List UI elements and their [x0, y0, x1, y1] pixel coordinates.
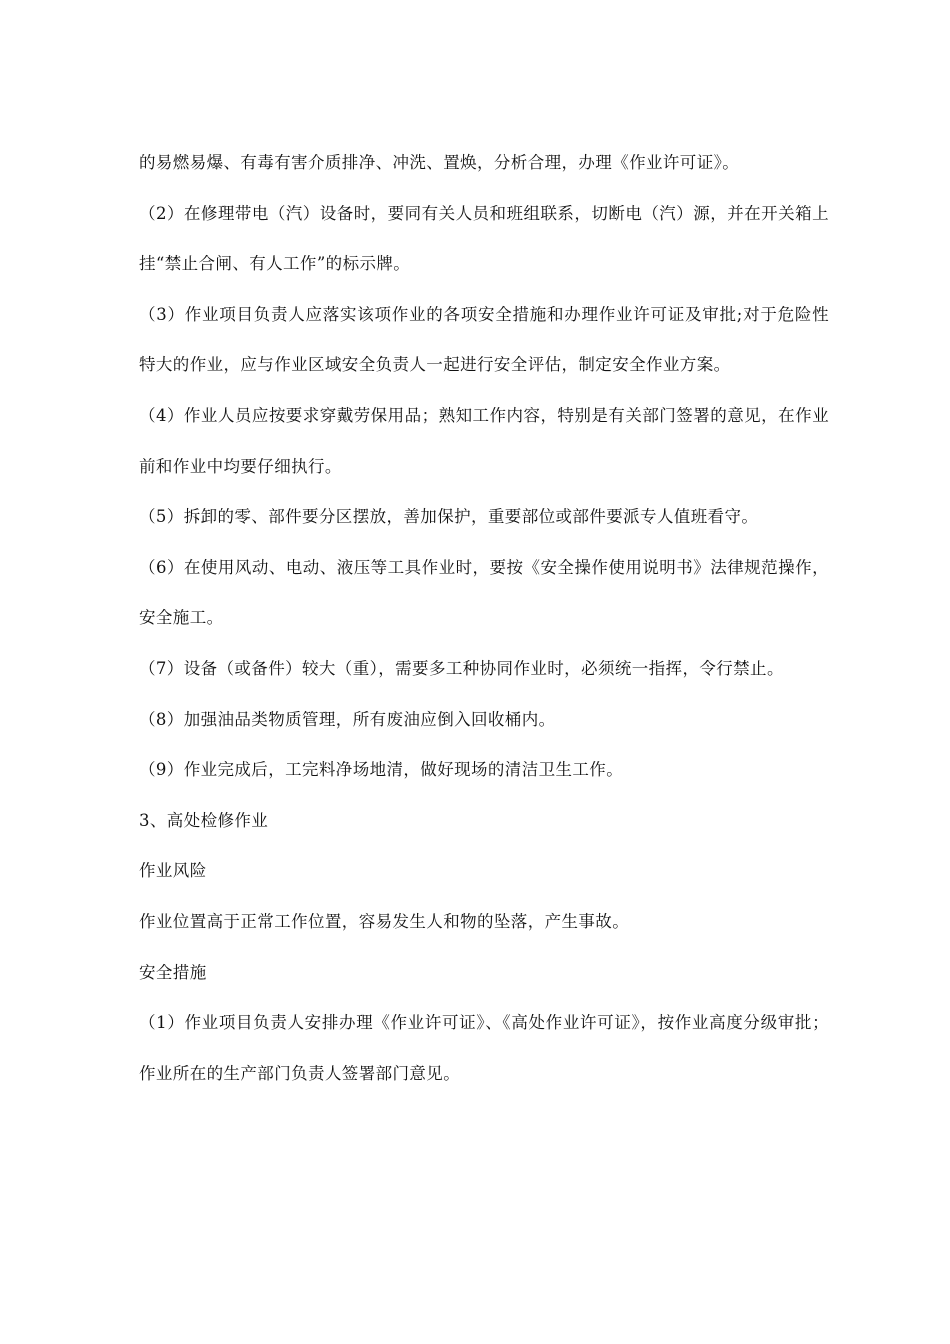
paragraph-item-7: （7）设备（或备件）较大（重），需要多工种协同作业时，必须统一指挥，令行禁止。	[139, 658, 784, 678]
paragraph-item-9: （9）作业完成后，工完料净场地清，做好现场的清洁卫生工作。	[139, 760, 624, 780]
paragraph-risk-text: 作业位置高于正常工作位置，容易发生人和物的坠落，产生事故。	[139, 911, 630, 931]
document-body	[139, 138, 829, 1099]
paragraph-item-3: （3）作业项目负责人应落实该项作业的各项安全措施和办理作业许可证及审批;对于危险性特大的作业，应与作业区域安全负责人一起进行安全评估，制定安全作业方案。	[139, 304, 829, 375]
paragraph-item-6: （6）在使用风动、电动、液压等工具作业时，要按《安全操作使用说明书》法律规范操作，安全施工。	[139, 557, 829, 628]
paragraph-item-5: （5）拆卸的零、部件要分区摆放，善加保护，重要部位或部件要派专人值班看守。	[139, 507, 759, 527]
section-heading: 3、高处检修作业	[139, 810, 269, 830]
subheading-measures: 安全措施	[139, 962, 207, 982]
subheading-risk: 作业风险	[139, 861, 207, 881]
paragraph-continuation: 的易燃易爆、有毒有害介质排净、冲洗、置焕，分析合理，办理《作业许可证》。	[139, 153, 740, 172]
paragraph-item-8: （8）加强油品类物质管理，所有废油应倒入回收桶内。	[139, 709, 556, 729]
paragraph-item-2: （2）在修理带电（汽）设备时，要同有关人员和班组联系，切断电（汽）源，并在开关箱上挂“禁止合闸、有人工作”的标示牌。	[139, 203, 829, 274]
paragraph-measure-1: （1）作业项目负责人安排办理《作业许可证》、《高处作业许可证》，按作业高度分级审批；作业所在的生产部门负责人签署部门意见。	[139, 1013, 829, 1083]
paragraph-item-4: （4）作业人员应按要求穿戴劳保用品；熟知工作内容，特别是有关部门签署的意见，在作业前和作业中均要仔细执行。	[139, 405, 829, 476]
